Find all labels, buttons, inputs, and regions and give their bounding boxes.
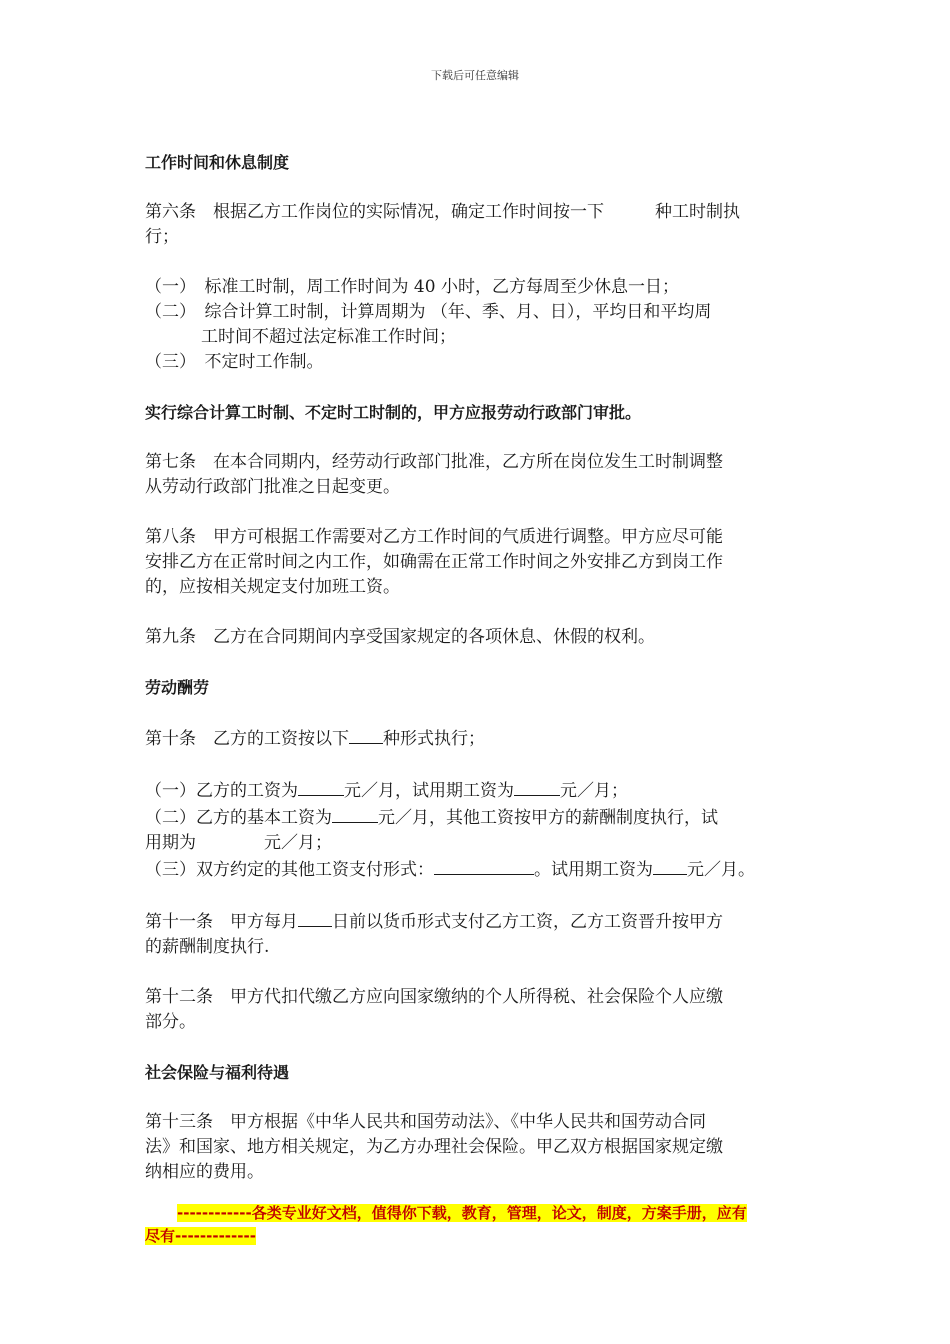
article-8-line1: 第八条 甲方可根据工作需要对乙方工作时间的气质进行调整。甲方应尽可能 — [145, 527, 723, 547]
contract-body — [145, 150, 810, 1185]
work-time-item-1: （一） 标准工时制，周工作时间为 40 小时，乙方每周至少休息一日； — [145, 277, 679, 297]
blank-field — [298, 777, 344, 796]
article-13-line3: 纳相应的费用。 — [145, 1162, 264, 1182]
pay-item-3-text-c: 元／月。 — [687, 860, 755, 880]
article-11-text-a: 第十一条 甲方每月 — [145, 912, 298, 932]
article-11-line2: 的薪酬制度执行. — [145, 937, 270, 957]
pay-item-1-text-a: （一）乙方的工资为 — [145, 781, 298, 801]
pay-item-1 — [145, 777, 810, 804]
work-time-item-3: （三） 不定时工作制。 — [145, 352, 324, 372]
article-7-line1: 第七条 在本合同期内，经劳动行政部门批准，乙方所在岗位发生工时制调整 — [145, 452, 723, 472]
article-10 — [145, 725, 810, 752]
section-title-insurance: 社会保险与福利待遇 — [145, 1063, 290, 1082]
section-title-pay: 劳动酬劳 — [145, 678, 210, 697]
work-time-item-2-line1: （二） 综合计算工时制，计算周期为 （年、季、月、日），平均日和平均周 — [145, 302, 712, 322]
article-8-line2: 安排乙方在正常时间之内工作，如确需在正常工作时间之外安排乙方到岗工作 — [145, 552, 723, 572]
pay-item-2-text-a: （二）乙方的基本工资为 — [145, 808, 332, 828]
article-12-line2: 部分。 — [145, 1012, 196, 1032]
blank-field — [298, 908, 332, 927]
pay-item-1-text-c: 元／月； — [560, 781, 628, 801]
article-10-text-b: 种形式执行； — [383, 729, 485, 749]
pay-item-1-text-b: 元／月，试用期工资为 — [344, 781, 514, 801]
article-11-line1 — [145, 908, 810, 935]
pay-item-3-text-a: （三）双方约定的其他工资支付形式： — [145, 860, 434, 880]
promo-banner — [145, 1202, 810, 1248]
blank-field — [434, 856, 534, 875]
pay-item-2-text-b: 元／月，其他工资按甲方的薪酬制度执行，试 — [378, 808, 718, 828]
article-11-text-b: 日前以货币形式支付乙方工资，乙方工资晋升按甲方 — [332, 912, 723, 932]
page-header-note: 下载后可任意编辑 — [431, 69, 519, 82]
pay-item-3 — [145, 856, 810, 883]
article-10-text-a: 第十条 乙方的工资按以下 — [145, 729, 349, 749]
article-13-line1: 第十三条 甲方根据《中华人民共和国劳动法》、《中华人民共和国劳动合同 — [145, 1112, 706, 1132]
promo-line-2: 尽有------------- — [145, 1227, 256, 1245]
article-6-line2: 行； — [145, 227, 179, 247]
blank-field — [332, 804, 378, 823]
pay-item-2-line2: 用期为 元／月； — [145, 833, 332, 853]
section-title-work-time: 工作时间和休息制度 — [145, 153, 290, 172]
pay-item-2-line1 — [145, 804, 810, 831]
article-8-line3: 的，应按相关规定支付加班工资。 — [145, 577, 400, 597]
work-time-item-2-line2: 工时间不超过法定标准工作时间； — [201, 327, 456, 347]
promo-line-1: ------------各类专业好文档，值得你下载，教育，管理，论文，制度，方案手册，应有 — [177, 1204, 747, 1222]
article-9: 第九条 乙方在合同期间内享受国家规定的各项休息、休假的权利。 — [145, 627, 655, 647]
article-13-line2: 法》和国家、地方相关规定，为乙方办理社会保险。甲乙双方根据国家规定缴 — [145, 1137, 723, 1157]
blank-field — [653, 856, 687, 875]
article-7-line2: 从劳动行政部门批准之日起变更。 — [145, 477, 400, 497]
pay-item-3-text-b: 。试用期工资为 — [534, 860, 653, 880]
article-12-line1: 第十二条 甲方代扣代缴乙方应向国家缴纳的个人所得税、社会保险个人应缴 — [145, 987, 723, 1007]
article-6-line1: 第六条 根据乙方工作岗位的实际情况，确定工作时间按一下 种工时制执 — [145, 202, 740, 222]
blank-field — [349, 725, 383, 744]
blank-field — [514, 777, 560, 796]
approval-note: 实行综合计算工时制、不定时工时制的，甲方应报劳动行政部门审批。 — [145, 403, 642, 422]
